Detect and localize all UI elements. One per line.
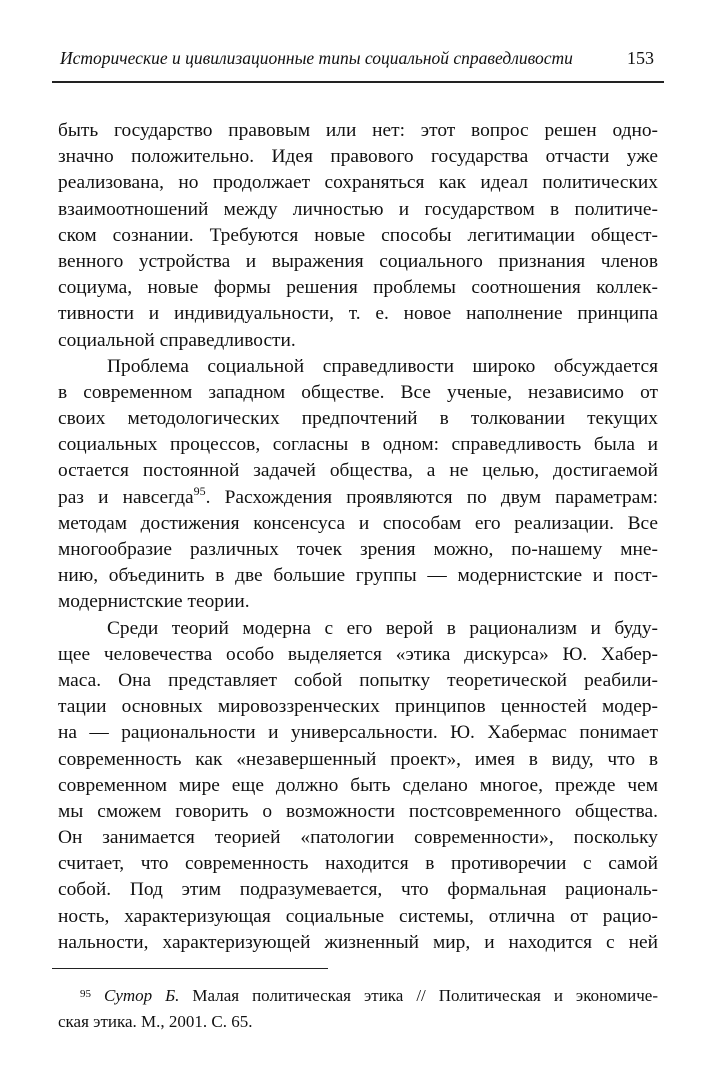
text-line: значно положительно. Идея правового государства отчасти уже (58, 146, 658, 168)
text-line: нальности, характеризующей жизненный мир, и находится с ней (58, 931, 658, 953)
paragraph (58, 118, 658, 354)
text-line: в современном западном обществе. Все ученые, независимо от (58, 381, 658, 403)
text-line: Он занимается теорией «патологии современности», поскольку (58, 827, 658, 849)
text-line: быть государство правовым или нет: этот вопрос решен одно- (58, 120, 658, 141)
text-line: реализована, но продолжает сохраняться как идеал политических (58, 172, 658, 194)
text-line: социума, новые формы решения проблемы соотношения коллек- (58, 277, 658, 299)
text-line: венного устройства и выражения социального признания членов (58, 250, 658, 272)
running-title: Исторические и цивилизационные типы социальной справедливости (60, 48, 573, 68)
running-head (60, 44, 660, 72)
text-line: ском сознании. Требуются новые способы легитимации общест- (58, 224, 658, 246)
text-segment: раз и навсегда (58, 486, 194, 508)
text-line: Среди теорий модерна с его верой в рационализм и буду- (107, 617, 658, 639)
text-segment: . Расхождения проявляются по двум параметрам: (205, 486, 658, 508)
text-line: современном мире еще должно быть сделано многое, прежде чем (58, 774, 658, 796)
text-line: маса. Она представляет собой попытку теоретической реабили- (58, 669, 658, 691)
text-line: взаимоотношений между личностью и государством в политиче- (58, 198, 658, 220)
footnote-line: ская этика. М., 2001. С. 65. (58, 1012, 253, 1031)
text-line: на — рациональности и универсальности. Ю. Хабермас понимает (58, 722, 658, 744)
footnote-reference[interactable]: 95 (193, 483, 206, 498)
footnote-number: 95 (80, 988, 91, 1000)
header-rule (52, 81, 664, 83)
text-line: мы сможем говорить о возможности постсовременного общества. (58, 800, 658, 822)
text-line: щее человечества особо выделяется «этика дискурса» Ю. Хабер- (58, 643, 658, 665)
footnote-line (58, 983, 658, 1009)
paragraph (58, 354, 658, 616)
text-line: Проблема социальной справедливости широко обсуждается (107, 355, 658, 377)
page-number: 153 (627, 48, 654, 68)
text-line (58, 485, 658, 511)
footnote (58, 983, 658, 1035)
text-line: тивности и индивидуальности, т. е. новое наполнение принципа (58, 303, 658, 325)
text-line: нию, объединить в две большие группы — модернистские и пост- (58, 565, 658, 587)
text-line: ность, характеризующая социальные системы, отлична от рацио- (58, 905, 658, 927)
footnote-rule (52, 968, 328, 969)
text-line: считает, что современность находится в противоречии с самой (58, 853, 658, 875)
text-line: модернистские теории. (58, 591, 250, 613)
footnote-text: Малая политическая этика // Политическая и экономиче- (179, 986, 659, 1005)
text-line: собой. Под этим подразумевается, что формальная рациональ- (58, 879, 658, 901)
text-line: тации основных мировоззренческих принципов ценностей модер- (58, 696, 658, 718)
text-line: многообразие различных точек зрения можно, по-нашему мне- (58, 539, 658, 560)
text-line: остается постоянной задачей общества, а не целью, достигаемой (58, 460, 658, 482)
text-line: социальной справедливости. (58, 329, 296, 351)
text-line: современность как «незавершенный проект», имея в виду, что в (58, 748, 658, 770)
text-line: методам достижения консенсуса и способам его реализации. Все (58, 512, 658, 534)
paragraph (58, 616, 658, 956)
footnote-author: Сутор Б. (104, 986, 180, 1005)
text-line: социальных процессов, согласны в одном: справедливость была и (58, 434, 658, 456)
text-line: своих методологических предпочтений в толковании текущих (58, 408, 658, 430)
main-text (58, 118, 658, 956)
